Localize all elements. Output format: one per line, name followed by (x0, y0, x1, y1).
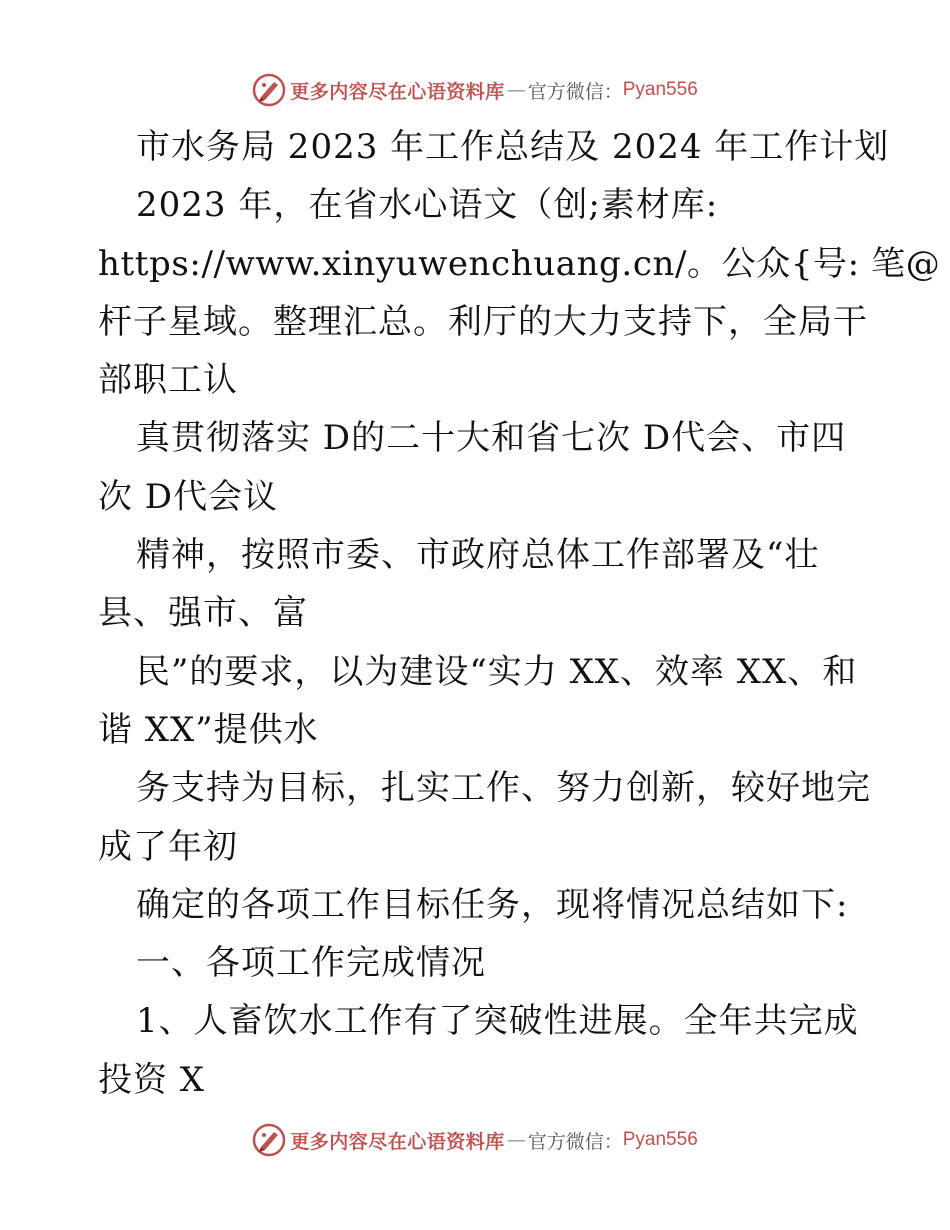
pen-logo-icon (252, 1123, 286, 1157)
text-line: 务支持为目标，扎实工作、努力创新，较好地完 (136, 768, 871, 809)
banner-sub-text: 官方微信： (527, 80, 623, 103)
text-line: 精神，按照市委、市政府总体工作部署及“壮 (136, 535, 820, 576)
text-line: 确定的各项工作目标任务，现将情况总结如下: (136, 884, 849, 925)
text-line: 民”的要求，以为建设“实力 XX、效率 XX、和 (136, 651, 858, 692)
banner-id-text: Pyan556 (622, 1129, 698, 1150)
banner-main-text: 更多内容尽在心语资料库 (290, 80, 505, 103)
banner-separator: — (506, 1129, 526, 1151)
text-line: 县、强市、富 (98, 593, 308, 634)
text-line: https://www.xinyuwenchuang.cn/。公众{号: 笔@ (98, 243, 941, 284)
banner-id-text: Pyan556 (622, 79, 698, 100)
text-line: 成了年初 (98, 826, 238, 867)
text-line: 杆子星域。整理汇总。利厅的大力支持下，全局干 (98, 301, 868, 342)
text-line: 真贯彻落实 D的二十大和省七次 D代会、市四 (136, 418, 847, 459)
text-line: 投资 X (98, 1059, 206, 1100)
text-line: 次 D代会议 (98, 476, 279, 517)
text-line: 谐 XX”提供水 (98, 709, 319, 750)
document-body (98, 118, 941, 1109)
section-heading: 一、各项工作完成情况 (136, 943, 486, 984)
text-line: 部职工认 (98, 360, 238, 401)
pen-logo-icon (252, 73, 286, 107)
header-watermark-banner (0, 70, 950, 110)
footer-watermark-banner (0, 1120, 950, 1160)
text-line: 1、人畜饮水工作有了突破性进展。全年共完成 (136, 1001, 859, 1042)
document-title: 市水务局 2023 年工作总结及 2024 年工作计划 (136, 127, 890, 167)
banner-sub-text: 官方微信： (527, 1130, 623, 1153)
text-line: 2023 年，在省水心语文（创;素材库: (136, 185, 719, 226)
banner-separator: — (506, 79, 526, 101)
banner-main-text: 更多内容尽在心语资料库 (290, 1130, 505, 1153)
